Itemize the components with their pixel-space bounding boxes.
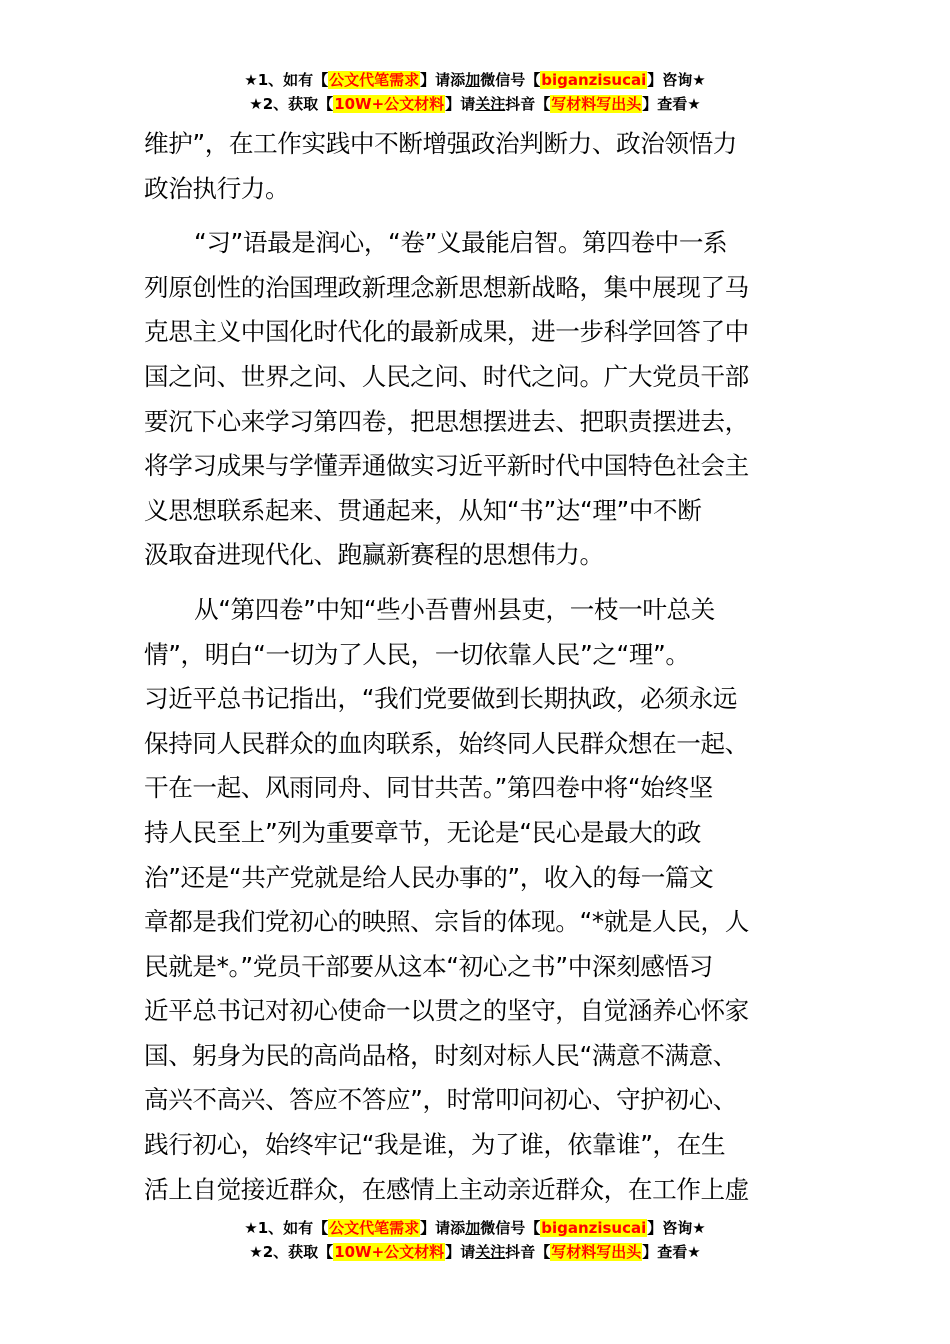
promo-text: ★2、获取【 <box>249 95 334 113</box>
text-line: 政治执行力。 <box>144 173 290 203</box>
text-line: 章都是我们党初心的映照、宗旨的体现。“*就是人民，人 <box>144 907 749 937</box>
text-line: 干在一起、风雨同舟、同甘共苦。”第四卷中将“始终坚 <box>144 773 713 803</box>
promo-douyin-id: 写材料写出头 <box>551 95 642 113</box>
text-line: 要沉下心来学习第四卷，把思想摆进去、把职责摆进去， <box>144 406 749 436</box>
text-line: “习”语最是润心，“卷”义最能启智。第四卷中一系 <box>194 228 728 258</box>
text-line: 治”还是“共产党就是给人民办事的”，收入的每一篇文 <box>144 862 714 892</box>
promo-line-2 <box>0 92 950 116</box>
promo-text: 】咨询★ <box>647 71 706 89</box>
promo-highlight: 10W+公文材料 <box>334 1243 445 1261</box>
text-line: 持人民至上”列为重要章节，无论是“民心是最大的政 <box>144 817 701 847</box>
text-line: 国、躬身为民的高尚品格，时刻对标人民“满意不满意、 <box>144 1040 737 1070</box>
promo-text: 】咨询★ <box>647 1219 706 1237</box>
text-line: 义思想联系起来、贯通起来，从知“书”达“理”中不断 <box>144 495 702 525</box>
promo-douyin-id: 写材料写出头 <box>551 1243 642 1261</box>
promo-wechat-id: biganzisucai <box>541 1219 647 1237</box>
promo-text: 】请添 <box>420 71 466 89</box>
promo-line-1 <box>0 1216 950 1240</box>
promo-text: 】请 <box>445 95 476 113</box>
text-line: 习近平总书记指出，“我们党要做到长期执政，必须永远 <box>144 684 737 714</box>
promo-underline: 加 <box>465 1219 481 1237</box>
text-line: 将学习成果与学懂弄通做实习近平新时代中国特色社会主 <box>144 451 749 481</box>
text-line: 汲取奋进现代化、跑赢新赛程的思想伟力。 <box>144 540 604 570</box>
promo-line-1 <box>0 68 950 92</box>
text-line: 维护”，在工作实践中不断增强政治判断力、政治领悟力 <box>144 129 737 158</box>
promo-underline: 关注 <box>475 1243 506 1261</box>
text-line: 民就是*。”党员干部要从这本“初心之书”中深刻感悟习 <box>144 951 713 981</box>
promo-line-2 <box>0 1240 950 1264</box>
promo-text: ★1、如有【 <box>244 71 329 89</box>
promo-wechat-id: biganzisucai <box>541 71 647 89</box>
promo-highlight: 10W+公文材料 <box>334 95 445 113</box>
text-line: 克思主义中国化时代化的最新成果，进一步科学回答了中 <box>144 317 749 347</box>
promo-text: 】请 <box>445 1243 476 1261</box>
promo-text: 抖音【 <box>505 1243 551 1261</box>
promo-text: 微信号【 <box>480 1219 541 1237</box>
promo-text: 微信号【 <box>480 71 541 89</box>
text-line: 情”，明白“一切为了人民，一切依靠人民”之“理”。 <box>144 639 690 669</box>
promo-highlight: 公文代笔需求 <box>329 71 420 89</box>
promo-text: ★2、获取【 <box>249 1243 334 1261</box>
text-line: 活上自觉接近群众，在感情上主动亲近群众，在工作上虚 <box>144 1174 749 1204</box>
promo-highlight: 公文代笔需求 <box>329 1219 420 1237</box>
text-line: 践行初心，始终牢记“我是谁，为了谁，依靠谁”，在生 <box>144 1130 726 1160</box>
promo-text: 】请添 <box>420 1219 466 1237</box>
promo-text: 】查看★ <box>642 1243 701 1261</box>
text-line: 保持同人民群众的血肉联系，始终同人民群众想在一起、 <box>144 728 749 758</box>
promo-text: 】查看★ <box>642 95 701 113</box>
bottom-promo-banner <box>0 1216 950 1264</box>
paragraph-2 <box>144 221 816 578</box>
paragraph-1 <box>144 122 816 211</box>
text-line: 列原创性的治国理政新理念新思想新战略，集中展现了马 <box>144 272 749 302</box>
paragraph-3 <box>144 588 816 1212</box>
promo-underline: 加 <box>465 71 481 89</box>
document-body <box>144 122 816 1212</box>
text-line: 从“第四卷”中知“些小吾曹州县吏，一枝一叶总关 <box>194 594 715 624</box>
promo-text: 抖音【 <box>505 95 551 113</box>
top-promo-banner <box>0 68 950 116</box>
text-line: 高兴不高兴、答应不答应”，时常叩问初心、守护初心、 <box>144 1085 737 1115</box>
text-line: 近平总书记对初心使命一以贯之的坚守，自觉涵养心怀家 <box>144 996 749 1026</box>
promo-text: ★1、如有【 <box>244 1219 329 1237</box>
text-line: 国之问、世界之问、人民之问、时代之问。广大党员干部 <box>144 361 749 391</box>
promo-underline: 关注 <box>475 95 506 113</box>
